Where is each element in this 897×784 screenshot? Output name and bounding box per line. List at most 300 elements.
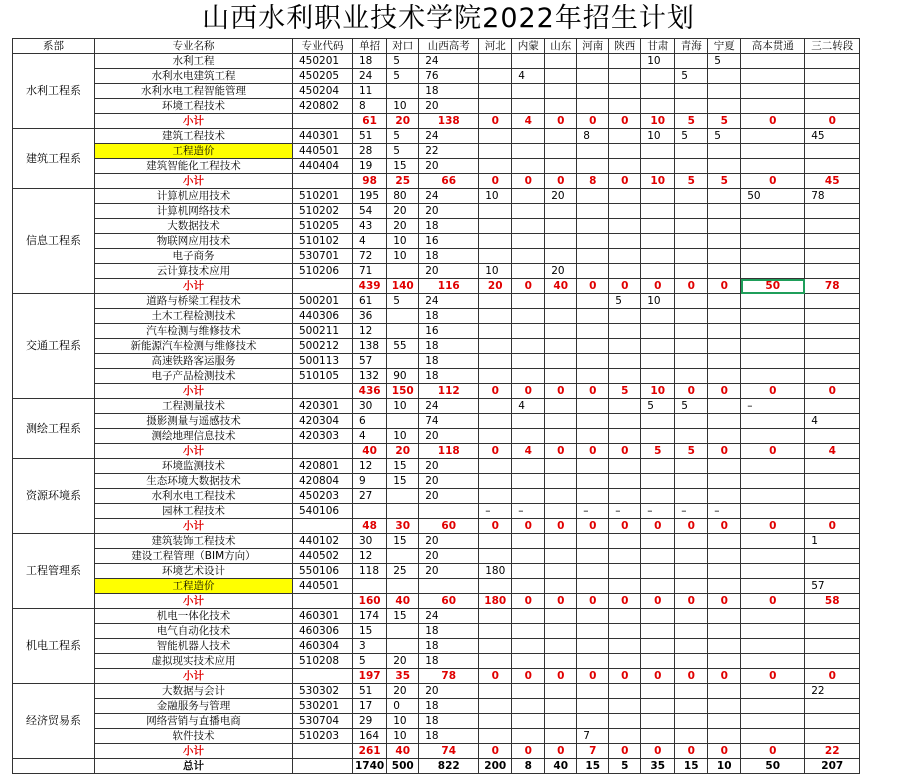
major-name[interactable]: 物联网应用技术 (95, 234, 293, 249)
quota-cell[interactable] (805, 69, 860, 84)
major-name[interactable]: 大数据技术 (95, 219, 293, 234)
quota-cell[interactable] (577, 624, 609, 639)
quota-cell[interactable]: 5 (387, 54, 419, 69)
subtotal-cell[interactable]: 60 (419, 594, 479, 609)
quota-cell[interactable]: 10 (479, 264, 512, 279)
quota-cell[interactable] (577, 309, 609, 324)
quota-cell[interactable] (641, 429, 675, 444)
quota-cell[interactable]: 10 (641, 294, 675, 309)
quota-cell[interactable] (708, 534, 741, 549)
quota-cell[interactable] (805, 159, 860, 174)
subtotal-label[interactable]: 小计 (95, 744, 293, 759)
quota-cell[interactable] (641, 474, 675, 489)
quota-cell[interactable] (641, 549, 675, 564)
quota-cell[interactable] (741, 324, 805, 339)
quota-cell[interactable] (512, 459, 545, 474)
quota-cell[interactable] (708, 639, 741, 654)
subtotal-cell[interactable]: 50 (741, 279, 805, 294)
quota-cell[interactable]: 3 (353, 639, 387, 654)
quota-cell[interactable] (641, 69, 675, 84)
quota-cell[interactable] (577, 369, 609, 384)
major-code[interactable]: 450205 (293, 69, 353, 84)
quota-cell[interactable]: 10 (641, 129, 675, 144)
subtotal-cell[interactable]: 0 (545, 594, 577, 609)
quota-cell[interactable]: 24 (353, 69, 387, 84)
subtotal-cell[interactable]: 0 (641, 669, 675, 684)
quota-cell[interactable]: 25 (387, 564, 419, 579)
quota-cell[interactable] (387, 84, 419, 99)
quota-cell[interactable] (641, 489, 675, 504)
quota-cell[interactable]: 10 (641, 54, 675, 69)
quota-cell[interactable] (577, 219, 609, 234)
major-code[interactable]: 450201 (293, 54, 353, 69)
quota-cell[interactable]: 18 (419, 369, 479, 384)
subtotal-cell[interactable]: 5 (609, 384, 641, 399)
quota-cell[interactable] (577, 339, 609, 354)
quota-cell[interactable]: 5 (641, 399, 675, 414)
quota-cell[interactable] (609, 714, 641, 729)
quota-cell[interactable] (577, 429, 609, 444)
quota-cell[interactable]: 16 (419, 234, 479, 249)
quota-cell[interactable]: 5 (387, 129, 419, 144)
quota-cell[interactable]: 180 (479, 564, 512, 579)
quota-cell[interactable]: 10 (387, 99, 419, 114)
subtotal-cell[interactable]: 98 (353, 174, 387, 189)
major-name[interactable]: 水利水电工程技术 (95, 489, 293, 504)
quota-cell[interactable] (641, 354, 675, 369)
subtotal-cell[interactable]: 0 (741, 594, 805, 609)
quota-cell[interactable] (675, 144, 708, 159)
quota-cell[interactable]: 24 (419, 189, 479, 204)
quota-cell[interactable]: – (708, 504, 741, 519)
quota-cell[interactable] (577, 474, 609, 489)
quota-cell[interactable] (741, 534, 805, 549)
total-blank-cell[interactable] (13, 759, 95, 774)
major-code[interactable]: 420301 (293, 399, 353, 414)
quota-cell[interactable]: 74 (419, 414, 479, 429)
quota-cell[interactable] (805, 234, 860, 249)
quota-cell[interactable] (805, 339, 860, 354)
quota-cell[interactable] (577, 294, 609, 309)
quota-cell[interactable] (387, 549, 419, 564)
quota-cell[interactable]: 20 (419, 564, 479, 579)
major-code[interactable]: 420801 (293, 459, 353, 474)
quota-cell[interactable] (708, 699, 741, 714)
quota-cell[interactable] (512, 294, 545, 309)
quota-cell[interactable] (675, 534, 708, 549)
subtotal-cell[interactable]: 66 (419, 174, 479, 189)
total-label[interactable]: 总计 (95, 759, 293, 774)
subtotal-cell[interactable]: 0 (512, 744, 545, 759)
total-cell[interactable]: 15 (675, 759, 708, 774)
quota-cell[interactable] (805, 699, 860, 714)
quota-cell[interactable]: 20 (545, 264, 577, 279)
quota-cell[interactable] (805, 249, 860, 264)
quota-cell[interactable] (479, 474, 512, 489)
quota-cell[interactable] (675, 624, 708, 639)
quota-cell[interactable]: 11 (353, 84, 387, 99)
quota-cell[interactable] (609, 264, 641, 279)
major-name[interactable]: 工程造价 (95, 144, 293, 159)
quota-cell[interactable] (545, 234, 577, 249)
major-name[interactable]: 建筑智能化工程技术 (95, 159, 293, 174)
quota-cell[interactable] (545, 324, 577, 339)
subtotal-cell[interactable]: 138 (419, 114, 479, 129)
quota-cell[interactable]: 24 (419, 609, 479, 624)
subtotal-cell[interactable]: 118 (419, 444, 479, 459)
quota-cell[interactable] (741, 159, 805, 174)
major-name[interactable]: 大数据与会计 (95, 684, 293, 699)
quota-cell[interactable] (512, 489, 545, 504)
quota-cell[interactable] (805, 354, 860, 369)
subtotal-cell[interactable]: 0 (609, 744, 641, 759)
total-cell[interactable]: 822 (419, 759, 479, 774)
quota-cell[interactable] (641, 204, 675, 219)
subtotal-cell[interactable]: 0 (741, 744, 805, 759)
quota-cell[interactable] (545, 699, 577, 714)
subtotal-cell[interactable]: 0 (609, 444, 641, 459)
quota-cell[interactable] (741, 294, 805, 309)
quota-cell[interactable] (512, 129, 545, 144)
quota-cell[interactable]: 6 (353, 414, 387, 429)
quota-cell[interactable] (512, 414, 545, 429)
quota-cell[interactable] (708, 264, 741, 279)
quota-cell[interactable] (805, 399, 860, 414)
quota-cell[interactable] (675, 99, 708, 114)
quota-cell[interactable]: 18 (419, 729, 479, 744)
quota-cell[interactable] (577, 69, 609, 84)
quota-cell[interactable] (741, 354, 805, 369)
column-header[interactable]: 青海 (675, 39, 708, 54)
quota-cell[interactable] (675, 729, 708, 744)
quota-cell[interactable] (741, 624, 805, 639)
quota-cell[interactable]: 18 (419, 339, 479, 354)
column-header[interactable]: 陕西 (609, 39, 641, 54)
quota-cell[interactable]: 18 (353, 54, 387, 69)
quota-cell[interactable]: 29 (353, 714, 387, 729)
quota-cell[interactable] (741, 264, 805, 279)
major-code[interactable]: 440501 (293, 579, 353, 594)
major-code[interactable]: 420804 (293, 474, 353, 489)
quota-cell[interactable] (545, 684, 577, 699)
department-name[interactable]: 经济贸易系 (13, 684, 95, 759)
quota-cell[interactable] (512, 354, 545, 369)
major-code[interactable]: 440306 (293, 309, 353, 324)
quota-cell[interactable] (609, 189, 641, 204)
quota-cell[interactable] (479, 699, 512, 714)
quota-cell[interactable]: – (741, 399, 805, 414)
subtotal-cell[interactable]: 0 (675, 279, 708, 294)
quota-cell[interactable]: 10 (387, 249, 419, 264)
quota-cell[interactable]: 0 (387, 699, 419, 714)
quota-cell[interactable] (545, 459, 577, 474)
subtotal-cell[interactable]: 197 (353, 669, 387, 684)
major-code[interactable]: 460306 (293, 624, 353, 639)
quota-cell[interactable] (609, 84, 641, 99)
quota-cell[interactable] (641, 714, 675, 729)
quota-cell[interactable]: 12 (353, 459, 387, 474)
quota-cell[interactable]: 20 (419, 99, 479, 114)
major-name[interactable]: 高速铁路客运服务 (95, 354, 293, 369)
quota-cell[interactable] (805, 714, 860, 729)
quota-cell[interactable] (708, 219, 741, 234)
subtotal-cell[interactable]: 0 (741, 669, 805, 684)
department-name[interactable]: 测绘工程系 (13, 399, 95, 459)
column-header[interactable]: 对口 (387, 39, 419, 54)
subtotal-cell[interactable]: 0 (675, 519, 708, 534)
quota-cell[interactable] (545, 504, 577, 519)
quota-cell[interactable]: 4 (353, 429, 387, 444)
quota-cell[interactable] (577, 324, 609, 339)
subtotal-cell[interactable] (293, 519, 353, 534)
quota-cell[interactable]: 20 (419, 534, 479, 549)
quota-cell[interactable] (545, 714, 577, 729)
subtotal-cell[interactable]: 25 (387, 174, 419, 189)
quota-cell[interactable]: – (609, 504, 641, 519)
quota-cell[interactable] (641, 729, 675, 744)
quota-cell[interactable] (708, 714, 741, 729)
major-code[interactable]: 530302 (293, 684, 353, 699)
quota-cell[interactable]: 18 (419, 714, 479, 729)
quota-cell[interactable] (609, 579, 641, 594)
quota-cell[interactable] (577, 549, 609, 564)
major-code[interactable]: 510205 (293, 219, 353, 234)
quota-cell[interactable] (545, 219, 577, 234)
quota-cell[interactable]: 18 (419, 219, 479, 234)
quota-cell[interactable] (741, 99, 805, 114)
subtotal-cell[interactable]: 74 (419, 744, 479, 759)
quota-cell[interactable] (641, 84, 675, 99)
quota-cell[interactable] (512, 429, 545, 444)
major-code[interactable]: 420802 (293, 99, 353, 114)
quota-cell[interactable] (479, 69, 512, 84)
quota-cell[interactable] (577, 489, 609, 504)
subtotal-cell[interactable]: 40 (353, 444, 387, 459)
quota-cell[interactable]: 30 (353, 399, 387, 414)
subtotal-label[interactable]: 小计 (95, 279, 293, 294)
column-header[interactable]: 河南 (577, 39, 609, 54)
quota-cell[interactable] (609, 369, 641, 384)
subtotal-cell[interactable]: 0 (512, 384, 545, 399)
quota-cell[interactable]: 18 (419, 354, 479, 369)
major-name[interactable]: 测绘地理信息技术 (95, 429, 293, 444)
quota-cell[interactable] (675, 189, 708, 204)
quota-cell[interactable]: – (479, 504, 512, 519)
quota-cell[interactable]: 16 (419, 324, 479, 339)
quota-cell[interactable] (609, 684, 641, 699)
quota-cell[interactable] (545, 54, 577, 69)
major-name[interactable]: 虚拟现实技术应用 (95, 654, 293, 669)
quota-cell[interactable] (641, 234, 675, 249)
quota-cell[interactable]: 8 (577, 129, 609, 144)
total-cell[interactable]: 40 (545, 759, 577, 774)
quota-cell[interactable] (675, 339, 708, 354)
quota-cell[interactable] (805, 504, 860, 519)
subtotal-cell[interactable]: 35 (387, 669, 419, 684)
quota-cell[interactable] (805, 549, 860, 564)
quota-cell[interactable] (545, 639, 577, 654)
quota-cell[interactable] (512, 339, 545, 354)
quota-cell[interactable] (675, 459, 708, 474)
quota-cell[interactable] (609, 459, 641, 474)
major-name[interactable]: 工程测量技术 (95, 399, 293, 414)
quota-cell[interactable]: 12 (353, 549, 387, 564)
major-code[interactable]: 440502 (293, 549, 353, 564)
department-name[interactable]: 水利工程系 (13, 54, 95, 129)
quota-cell[interactable]: 18 (419, 309, 479, 324)
quota-cell[interactable] (609, 639, 641, 654)
major-code[interactable]: 500211 (293, 324, 353, 339)
quota-cell[interactable] (609, 99, 641, 114)
subtotal-cell[interactable]: 40 (387, 594, 419, 609)
quota-cell[interactable]: 174 (353, 609, 387, 624)
quota-cell[interactable] (805, 294, 860, 309)
quota-cell[interactable] (741, 699, 805, 714)
major-name[interactable]: 建设工程管理（BIM方向） (95, 549, 293, 564)
quota-cell[interactable] (641, 534, 675, 549)
major-code[interactable]: 510208 (293, 654, 353, 669)
quota-cell[interactable]: 1 (805, 534, 860, 549)
subtotal-cell[interactable]: 10 (641, 114, 675, 129)
quota-cell[interactable] (609, 699, 641, 714)
quota-cell[interactable] (741, 714, 805, 729)
subtotal-cell[interactable]: 0 (708, 744, 741, 759)
quota-cell[interactable] (675, 549, 708, 564)
quota-cell[interactable] (708, 339, 741, 354)
subtotal-cell[interactable]: 4 (512, 444, 545, 459)
quota-cell[interactable] (741, 204, 805, 219)
quota-cell[interactable] (479, 234, 512, 249)
quota-cell[interactable]: 5 (675, 129, 708, 144)
quota-cell[interactable] (609, 549, 641, 564)
quota-cell[interactable] (545, 354, 577, 369)
quota-cell[interactable]: 20 (419, 549, 479, 564)
quota-cell[interactable] (609, 129, 641, 144)
major-name[interactable]: 摄影测量与遥感技术 (95, 414, 293, 429)
quota-cell[interactable] (577, 204, 609, 219)
major-name[interactable]: 机电一体化技术 (95, 609, 293, 624)
major-name[interactable]: 建筑装饰工程技术 (95, 534, 293, 549)
quota-cell[interactable]: 24 (419, 129, 479, 144)
quota-cell[interactable] (479, 204, 512, 219)
subtotal-cell[interactable]: 0 (741, 114, 805, 129)
quota-cell[interactable]: 15 (387, 609, 419, 624)
subtotal-cell[interactable]: 0 (512, 279, 545, 294)
quota-cell[interactable] (577, 354, 609, 369)
quota-cell[interactable] (741, 504, 805, 519)
subtotal-cell[interactable]: 0 (741, 519, 805, 534)
column-header[interactable]: 甘肃 (641, 39, 675, 54)
quota-cell[interactable] (577, 99, 609, 114)
subtotal-cell[interactable]: 0 (641, 519, 675, 534)
quota-cell[interactable] (708, 609, 741, 624)
quota-cell[interactable]: 164 (353, 729, 387, 744)
column-header[interactable]: 三二转段 (805, 39, 860, 54)
quota-cell[interactable]: 20 (419, 459, 479, 474)
quota-cell[interactable] (708, 429, 741, 444)
quota-cell[interactable]: 8 (353, 99, 387, 114)
quota-cell[interactable] (805, 489, 860, 504)
subtotal-cell[interactable]: 0 (708, 279, 741, 294)
major-code[interactable]: 460304 (293, 639, 353, 654)
quota-cell[interactable] (512, 579, 545, 594)
department-name[interactable]: 交通工程系 (13, 294, 95, 399)
major-name[interactable]: 环境艺术设计 (95, 564, 293, 579)
quota-cell[interactable]: – (641, 504, 675, 519)
subtotal-cell[interactable]: 439 (353, 279, 387, 294)
quota-cell[interactable] (741, 414, 805, 429)
quota-cell[interactable] (479, 429, 512, 444)
subtotal-cell[interactable]: 0 (805, 519, 860, 534)
quota-cell[interactable]: 18 (419, 654, 479, 669)
quota-cell[interactable]: 5 (708, 129, 741, 144)
quota-cell[interactable] (479, 309, 512, 324)
quota-cell[interactable] (512, 324, 545, 339)
quota-cell[interactable] (708, 189, 741, 204)
subtotal-cell[interactable]: 0 (479, 114, 512, 129)
major-name[interactable]: 环境工程技术 (95, 99, 293, 114)
quota-cell[interactable]: 20 (387, 204, 419, 219)
quota-cell[interactable] (577, 684, 609, 699)
subtotal-cell[interactable]: 40 (387, 744, 419, 759)
quota-cell[interactable] (708, 324, 741, 339)
quota-cell[interactable] (479, 534, 512, 549)
quota-cell[interactable]: 57 (805, 579, 860, 594)
quota-cell[interactable]: 118 (353, 564, 387, 579)
quota-cell[interactable] (641, 609, 675, 624)
subtotal-cell[interactable]: 0 (577, 279, 609, 294)
major-name[interactable]: 金融服务与管理 (95, 699, 293, 714)
quota-cell[interactable] (741, 369, 805, 384)
subtotal-cell[interactable]: 0 (708, 669, 741, 684)
quota-cell[interactable]: 9 (353, 474, 387, 489)
quota-cell[interactable] (479, 624, 512, 639)
quota-cell[interactable] (545, 84, 577, 99)
quota-cell[interactable] (805, 324, 860, 339)
quota-cell[interactable] (641, 249, 675, 264)
major-code[interactable]: 450204 (293, 84, 353, 99)
subtotal-cell[interactable]: 261 (353, 744, 387, 759)
subtotal-cell[interactable]: 0 (805, 114, 860, 129)
quota-cell[interactable] (805, 99, 860, 114)
quota-cell[interactable] (545, 624, 577, 639)
subtotal-cell[interactable] (293, 114, 353, 129)
quota-cell[interactable] (545, 129, 577, 144)
quota-cell[interactable] (805, 639, 860, 654)
quota-cell[interactable] (577, 564, 609, 579)
quota-cell[interactable] (353, 504, 387, 519)
subtotal-cell[interactable]: 0 (609, 279, 641, 294)
quota-cell[interactable] (641, 309, 675, 324)
subtotal-cell[interactable]: 0 (577, 444, 609, 459)
department-name[interactable]: 建筑工程系 (13, 129, 95, 189)
quota-cell[interactable] (805, 609, 860, 624)
total-cell[interactable]: 15 (577, 759, 609, 774)
subtotal-cell[interactable]: 0 (577, 384, 609, 399)
quota-cell[interactable] (675, 354, 708, 369)
quota-cell[interactable]: 55 (387, 339, 419, 354)
quota-cell[interactable] (479, 99, 512, 114)
quota-cell[interactable] (512, 714, 545, 729)
subtotal-cell[interactable]: 0 (512, 594, 545, 609)
quota-cell[interactable]: 5 (609, 294, 641, 309)
quota-cell[interactable] (741, 144, 805, 159)
subtotal-cell[interactable]: 0 (609, 519, 641, 534)
quota-cell[interactable] (545, 474, 577, 489)
quota-cell[interactable] (512, 189, 545, 204)
quota-cell[interactable] (805, 564, 860, 579)
major-code[interactable]: 530201 (293, 699, 353, 714)
